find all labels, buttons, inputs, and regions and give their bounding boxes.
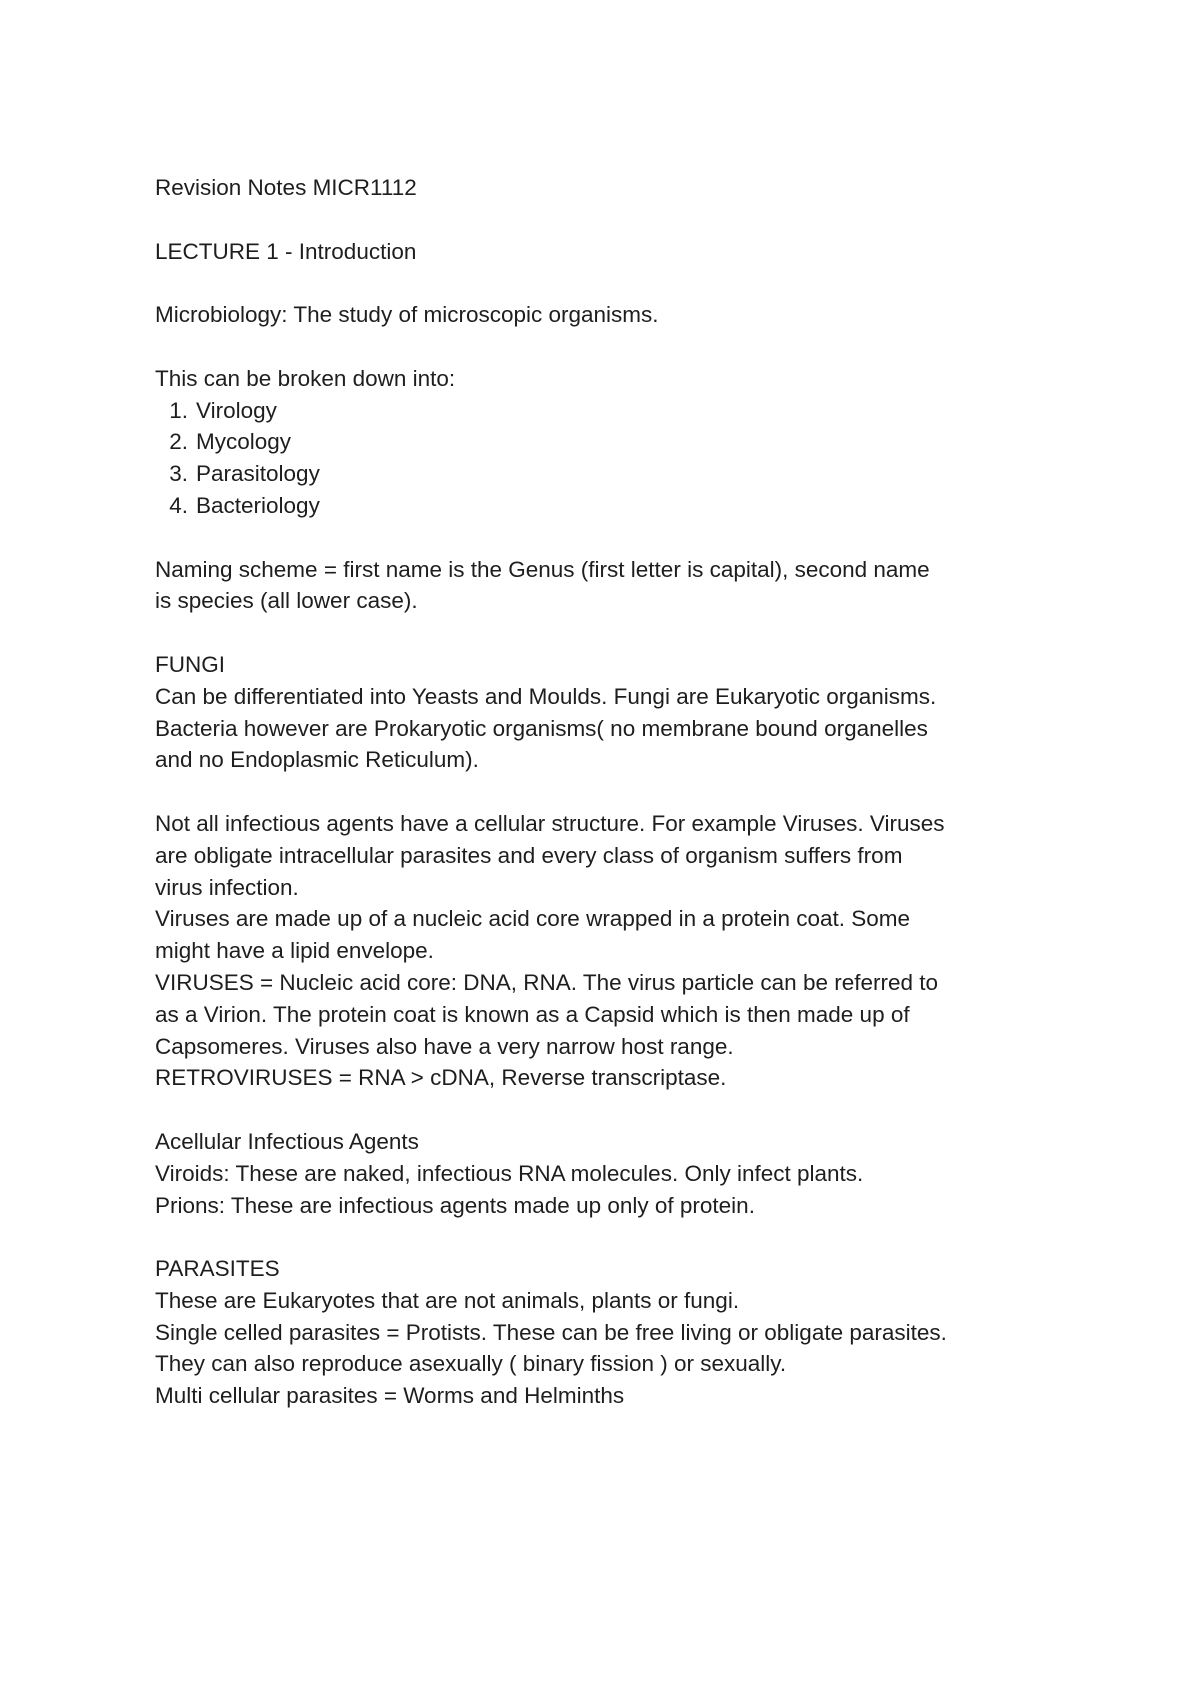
list-item: 4. Bacteriology — [169, 492, 320, 518]
fungi-heading: FUNGI — [155, 651, 225, 677]
document-title: Revision Notes MICR1112 — [155, 175, 417, 200]
lecture-heading: LECTURE 1 - Introduction — [155, 238, 417, 264]
fungi-section: FUNGI Can be differentiated into Yeasts and Moulds. Fungi are Eukaryotic organisms. Bacteria however are Prokaryotic organisms( no membrane bound organelles and no Endoplasmic Reticulum). — [155, 649, 1085, 776]
naming-scheme-paragraph: Naming scheme = first name is the Genus (first letter is capital), second name is species (all lower case). — [155, 556, 930, 614]
breakdown-intro: This can be broken down into: — [155, 365, 456, 391]
list-item: 2. Mycology — [169, 429, 292, 455]
acellular-agents-section: Acellular Infectious Agents Viroids: These are naked, infectious RNA molecules. Only infect plants. Prions: These are infectious agents made up only of protein. — [155, 1126, 1085, 1221]
acellular-heading: Acellular Infectious Agents — [155, 1128, 419, 1154]
breakdown-section — [155, 363, 1085, 522]
microbiology-definition: Microbiology: The study of microscopic organisms. — [155, 302, 659, 328]
list-item: 3. Parasitology — [169, 461, 320, 487]
breakdown-list — [155, 395, 1085, 522]
parasites-section: PARASITES These are Eukaryotes that are not animals, plants or fungi. Single celled parasites = Protists. These can be free living or obligate parasites. They can also reproduce asexually ( binary fission ) or sexually. Multi cellular parasites = Worms and Helminths — [155, 1253, 1085, 1412]
document-body — [155, 172, 1085, 1444]
list-item: 1. Virology — [169, 397, 277, 423]
parasites-heading: PARASITES — [155, 1256, 280, 1282]
viruses-section: Not all infectious agents have a cellular structure. For example Viruses. Viruses are obligate intracellular parasites and every class of organism suffers from virus infection. Viruses are made up of a nucleic acid core wrapped in a protein coat. Some might have a lipid envelope. VIRUSES = Nucleic acid core: DNA, RNA. The virus particle can be referred to as a Virion. The protein coat is known as a Capsid which is then made up of Capsomeres. Viruses also have a very narrow host range. RETROVIRUSES = RNA > cDNA, Reverse transcriptase. — [155, 810, 945, 1091]
